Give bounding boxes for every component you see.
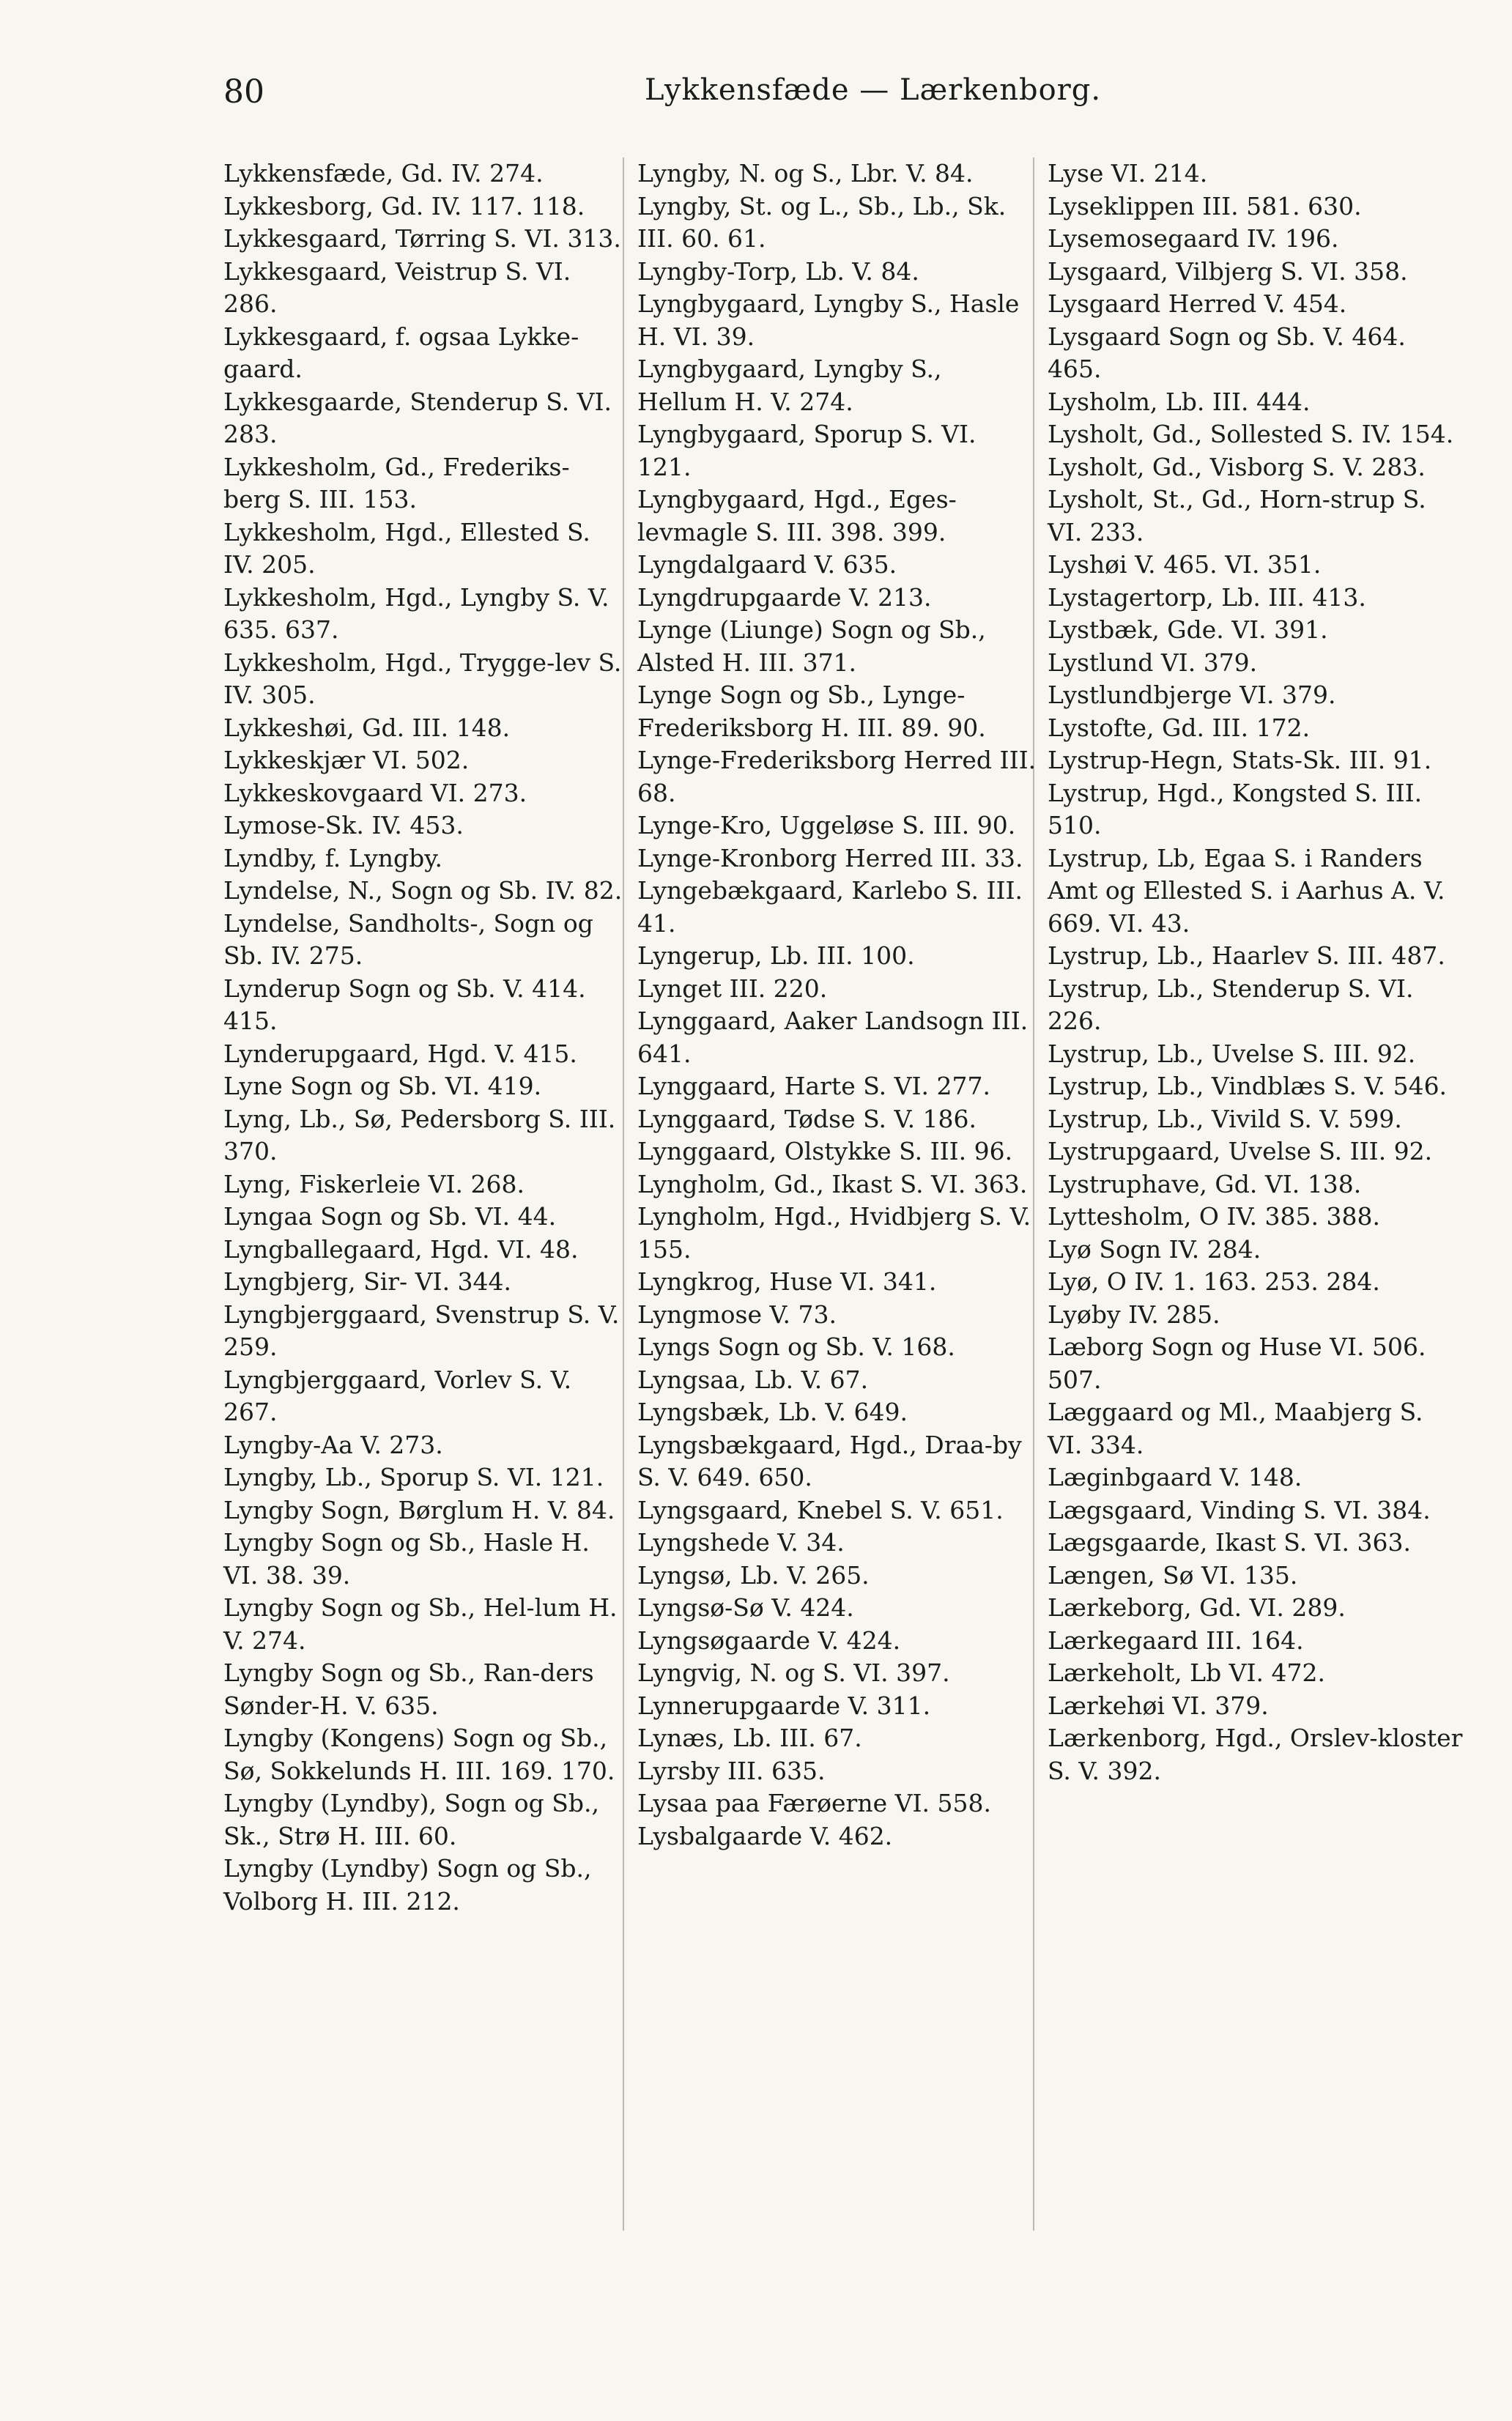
index-entry: Lyngsø, Lb. V. 265. xyxy=(637,1560,870,1590)
index-entry: Lykkesgaard, Veistrup S. VI. 286. xyxy=(223,256,571,318)
index-entry: Lyngby-Aa V. 273. xyxy=(223,1430,443,1459)
index-entry: Lyngbygaard, Lyngby S., Hasle H. VI. 39. xyxy=(637,289,1020,351)
index-entry: Lystrup-Hegn, Stats-Sk. III. 91. xyxy=(1048,746,1432,774)
index-entry: Lymose-Sk. IV. 453. xyxy=(223,811,464,839)
index-column-3 xyxy=(1048,157,1465,1787)
index-entry: Lyngdalgaard V. 635. xyxy=(637,550,897,579)
index-entry: Lystrup, Lb., Uvelse S. III. 92. xyxy=(1048,1039,1416,1068)
index-entry: Lysbalgaarde V. 462. xyxy=(637,1821,893,1850)
index-entry: Lyse VI. 214. xyxy=(1048,159,1208,188)
index-entry: Lærkehøi VI. 379. xyxy=(1048,1691,1269,1720)
index-entry: Lyngkrog, Huse VI. 341. xyxy=(637,1267,937,1296)
index-entry: Lystbæk, Gde. VI. 391. xyxy=(1048,615,1328,644)
index-entry: Lystrup, Hgd., Kongsted S. III. 510. xyxy=(1048,778,1423,839)
index-entry: Lyng, Lb., Sø, Pedersborg S. III. 370. xyxy=(223,1104,616,1165)
index-entry: Lynge Sogn og Sb., Lynge-Frederiksborg H. III. 89. 90. xyxy=(637,681,986,742)
index-entry: Lynnerupgaarde V. 311. xyxy=(637,1691,931,1720)
index-entry: Lykkesgaard, f. ogsaa Lykke-gaard. xyxy=(223,322,579,383)
index-entry: Lyngerup, Lb. III. 100. xyxy=(637,941,915,970)
index-entry: Lyngsø-Sø V. 424. xyxy=(637,1593,854,1622)
index-entry: Lyngballegaard, Hgd. VI. 48. xyxy=(223,1234,579,1264)
index-entry: Lyndby, f. Lyngby. xyxy=(223,843,442,872)
index-entry: Lynæs, Lb. III. 67. xyxy=(637,1724,862,1752)
running-title: Lykkensfæde — Lærkenborg. xyxy=(645,73,1102,107)
index-entry: Lyrsby III. 635. xyxy=(637,1756,826,1785)
index-entry: Lykkeskjær VI. 502. xyxy=(223,746,470,774)
index-entry: Lærkegaard III. 164. xyxy=(1048,1625,1304,1655)
index-entry: Lyngbjerg, Sir- VI. 344. xyxy=(223,1267,512,1296)
index-entry: Lynggaard, Tødse S. V. 186. xyxy=(637,1104,977,1133)
index-entry: Lystrup, Lb, Egaa S. i Randers Amt og Ellested S. i Aarhus A. V. 669. VI. 43. xyxy=(1048,843,1445,938)
index-entry: Lysholt, St., Gd., Horn-strup S. VI. 233. xyxy=(1048,485,1426,546)
index-entry: Lynderup Sogn og Sb. V. 414. 415. xyxy=(223,974,586,1035)
index-entry: Lystagertorp, Lb. III. 413. xyxy=(1048,582,1366,612)
index-entry: Lyngdrupgaarde V. 213. xyxy=(637,582,932,612)
index-entry: Lyngbygaard, Hgd., Eges-levmagle S. III. 398. 399. xyxy=(637,485,957,546)
index-entry: Lyø Sogn IV. 284. xyxy=(1048,1234,1261,1264)
index-entry: Lærkeborg, Gd. VI. 289. xyxy=(1048,1593,1346,1622)
index-entry: Lynget III. 220. xyxy=(637,974,828,1003)
index-entry: Lystrup, Lb., Vindblæs S. V. 546. xyxy=(1048,1072,1448,1100)
index-entry: Lykkensfæde, Gd. IV. 274. xyxy=(223,159,544,188)
column-divider xyxy=(623,157,624,2231)
index-entry: Længen, Sø VI. 135. xyxy=(1048,1560,1298,1590)
index-entry: Lyngbygaard, Sporup S. VI. 121. xyxy=(637,420,976,481)
index-entry: Lyngby, Lb., Sporup S. VI. 121. xyxy=(223,1463,604,1491)
index-entry: Læborg Sogn og Huse VI. 506. 507. xyxy=(1048,1332,1426,1394)
index-entry: Lyngsbækgaard, Hgd., Draa-by S. V. 649. 650. xyxy=(637,1430,1022,1491)
index-entry: Lyndelse, N., Sogn og Sb. IV. 82. xyxy=(223,876,623,905)
index-entry: Lykkeshøi, Gd. III. 148. xyxy=(223,713,511,742)
index-entry: Lysholt, Gd., Sollested S. IV. 154. xyxy=(1048,420,1454,448)
index-entry: Lynggaard, Harte S. VI. 277. xyxy=(637,1072,990,1100)
index-entry: Lysholt, Gd., Visborg S. V. 283. xyxy=(1048,452,1426,481)
index-entry: Lykkeskovgaard VI. 273. xyxy=(223,778,527,807)
index-entry: Lykkesgaarde, Stenderup S. VI. 283. xyxy=(223,387,612,448)
index-entry: Lærkeholt, Lb VI. 472. xyxy=(1048,1658,1326,1687)
index-entry: Lyngby (Lyndby), Sogn og Sb., Sk., Strø H. III. 60. xyxy=(223,1789,599,1850)
index-entry: Lyngmose V. 73. xyxy=(637,1300,837,1329)
index-entry: Lystrup, Lb., Vivild S. V. 599. xyxy=(1048,1104,1402,1133)
index-column-1 xyxy=(223,157,623,1918)
index-entry: Lyshøi V. 465. VI. 351. xyxy=(1048,550,1322,579)
index-entry: Lærkenborg, Hgd., Orslev-kloster S. V. 392. xyxy=(1048,1724,1463,1785)
index-entry: Lysgaard Sogn og Sb. V. 464. 465. xyxy=(1048,322,1406,383)
index-entry: Lystrupgaard, Uvelse S. III. 92. xyxy=(1048,1137,1433,1165)
index-entry: Lyngsgaard, Knebel S. V. 651. xyxy=(637,1495,1004,1524)
index-entry: Lyngby (Kongens) Sogn og Sb., Sø, Sokkelunds H. III. 169. 170. xyxy=(223,1724,615,1785)
index-entry: Lyngsaa, Lb. V. 67. xyxy=(637,1365,869,1394)
index-entry: Lyseklippen III. 581. 630. xyxy=(1048,191,1362,220)
index-entry: Lynggaard, Olstykke S. III. 96. xyxy=(637,1137,1013,1165)
index-entry: Lyngholm, Gd., Ikast S. VI. 363. xyxy=(637,1169,1028,1198)
index-entry: Lykkesholm, Gd., Frederiks-berg S. III. 153. xyxy=(223,452,570,514)
page-number: 80 xyxy=(223,73,264,111)
index-entry: Lyngbjerggaard, Vorlev S. V. 267. xyxy=(223,1365,572,1426)
index-entry: Lysemosegaard IV. 196. xyxy=(1048,224,1339,253)
index-entry: Lynge (Liunge) Sogn og Sb., Alsted H. III. 371. xyxy=(637,615,986,677)
index-entry: Lysgaard, Vilbjerg S. VI. 358. xyxy=(1048,256,1408,286)
index-entry: Lysholm, Lb. III. 444. xyxy=(1048,387,1311,416)
index-entry: Lykkesholm, Hgd., Ellested S. IV. 205. xyxy=(223,517,590,579)
index-entry: Lyngby (Lyndby) Sogn og Sb., Volborg H. III. 212. xyxy=(223,1854,592,1916)
index-entry: Lægsgaarde, Ikast S. VI. 363. xyxy=(1048,1528,1411,1557)
index-entry: Læggaard og Ml., Maabjerg S. VI. 334. xyxy=(1048,1398,1423,1459)
index-entry: Lyttesholm, O IV. 385. 388. xyxy=(1048,1202,1380,1231)
index-entry: Lyndelse, Sandholts-, Sogn og Sb. IV. 275. xyxy=(223,908,593,970)
index-entry: Lykkesgaard, Tørring S. VI. 313. xyxy=(223,224,621,253)
index-entry: Lystrup, Lb., Stenderup S. VI. 226. xyxy=(1048,974,1414,1035)
index-entry: Lynge-Frederiksborg Herred III. 68. xyxy=(637,746,1037,807)
index-entry: Lyngaa Sogn og Sb. VI. 44. xyxy=(223,1202,557,1231)
index-entry: Lyngshede V. 34. xyxy=(637,1528,845,1557)
index-entry: Lyngby Sogn og Sb., Ran-ders Sønder-H. V. 635. xyxy=(223,1658,594,1720)
index-entry: Lægsgaard, Vinding S. VI. 384. xyxy=(1048,1495,1431,1524)
index-entry: Lykkesholm, Hgd., Trygge-lev S. IV. 305. xyxy=(223,648,622,709)
index-entry: Lystofte, Gd. III. 172. xyxy=(1048,713,1311,742)
index-entry: Lyngvig, N. og S. VI. 397. xyxy=(637,1658,950,1687)
index-entry: Lysaa paa Færøerne VI. 558. xyxy=(637,1789,991,1817)
index-entry: Lyø, O IV. 1. 163. 253. 284. xyxy=(1048,1267,1380,1296)
index-entry: Lyngby Sogn og Sb., Hel-lum H. V. 274. xyxy=(223,1593,618,1655)
index-entry: Lyngsøgaarde V. 424. xyxy=(637,1625,901,1655)
index-entry: Lyøby IV. 285. xyxy=(1048,1300,1220,1329)
index-entry: Lyngbygaard, Lyngby S., Hellum H. V. 274. xyxy=(637,355,942,416)
index-entry: Lystlund VI. 379. xyxy=(1048,648,1258,677)
index-entry: Lynge-Kronborg Herred III. 33. xyxy=(637,843,1023,872)
index-entry: Lyngs Sogn og Sb. V. 168. xyxy=(637,1332,955,1361)
index-entry: Lykkesborg, Gd. IV. 117. 118. xyxy=(223,191,585,220)
index-entry: Lysgaard Herred V. 454. xyxy=(1048,289,1347,318)
index-entry: Lynderupgaard, Hgd. V. 415. xyxy=(223,1039,577,1068)
index-entry: Lyng, Fiskerleie VI. 268. xyxy=(223,1169,525,1198)
index-entry: Lystrup, Lb., Haarlev S. III. 487. xyxy=(1048,941,1445,970)
index-entry: Lystlundbjerge VI. 379. xyxy=(1048,681,1336,709)
index-column-2 xyxy=(637,157,1037,1853)
index-entry: Lyngby-Torp, Lb. V. 84. xyxy=(637,256,919,286)
index-entry: Lyne Sogn og Sb. VI. 419. xyxy=(223,1072,542,1100)
index-entry: Lyngby Sogn og Sb., Hasle H. VI. 38. 39. xyxy=(223,1528,590,1590)
index-entry: Lystruphave, Gd. VI. 138. xyxy=(1048,1169,1362,1198)
index-entry: Lyngsbæk, Lb. V. 649. xyxy=(637,1398,908,1426)
index-entry: Lyngholm, Hgd., Hvidbjerg S. V. 155. xyxy=(637,1202,1031,1264)
index-entry: Lyngby Sogn, Børglum H. V. 84. xyxy=(223,1495,615,1524)
index-entry: Lynge-Kro, Uggeløse S. III. 90. xyxy=(637,811,1016,839)
index-entry: Lyngebækgaard, Karlebo S. III. 41. xyxy=(637,876,1023,938)
index-entry: Lyngbjerggaard, Svenstrup S. V. 259. xyxy=(223,1300,620,1361)
index-entry: Lykkesholm, Hgd., Lyngby S. V. 635. 637. xyxy=(223,582,609,644)
index-entry: Lyngby, N. og S., Lbr. V. 84. xyxy=(637,159,974,188)
index-entry: Læginbgaard V. 148. xyxy=(1048,1463,1302,1491)
index-entry: Lynggaard, Aaker Landsogn III. 641. xyxy=(637,1006,1029,1068)
index-entry: Lyngby, St. og L., Sb., Lb., Sk. III. 60. 61. xyxy=(637,191,1007,253)
